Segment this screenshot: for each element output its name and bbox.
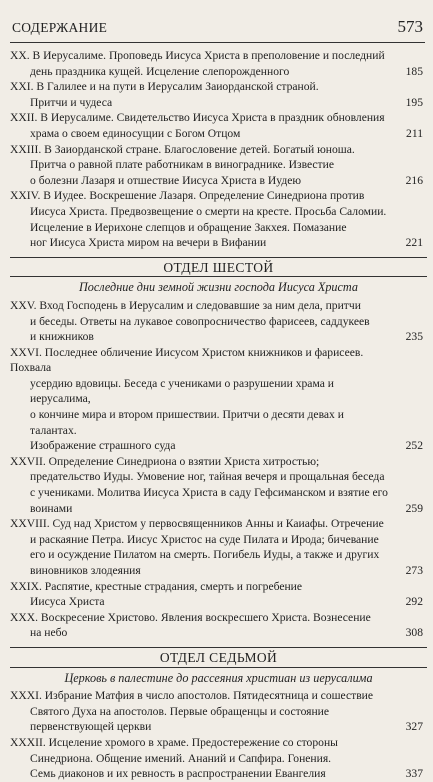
toc-entry-line: Исцеление в Иерихоне слепцов и обращение Закхея. Помазание — [30, 220, 347, 234]
toc-entry-line: и беседы. Ответы на лукавое совопросничество фарисеев, саддукеев — [30, 314, 370, 328]
toc-section-sixth — [10, 257, 427, 641]
toc-entry-page-number: 337 — [405, 767, 423, 781]
toc-entry-line: XXII. В Иерусалиме. Свидетельство Иисуса Христа в праздник обновления — [10, 111, 385, 125]
toc-entry-line: Иисуса Христа — [30, 595, 105, 609]
toc-entry-page-number: 252 — [405, 439, 423, 453]
toc-entry-page-number: 216 — [405, 173, 423, 187]
toc-entry-text — [10, 188, 427, 250]
toc-entry-line: XXX. Воскресение Христово. Явления воскресшего Христа. Вознесение — [10, 610, 371, 624]
section-subtitle: Последние дни земной жизни господа Иисуса Христа — [79, 280, 358, 295]
toc-entry-line: виновников злодеяния — [30, 564, 141, 577]
toc-entry-line: Синедриона. Общение имений. Ананий и Сапфира. Гонения. — [30, 751, 332, 765]
toc-entry-page-number: 195 — [405, 95, 423, 109]
toc-entry-line: Притча о равной плате работникам в винограднике. Известие — [30, 158, 334, 172]
toc-entry-line: о болезни Лазаря и отшествие Иисуса Христа в Иудею — [30, 173, 302, 187]
toc-entry-line: ног Иисуса Христа миром на вечери в Вифании — [30, 236, 267, 250]
toc-entry[interactable] — [10, 142, 427, 189]
toc-entry-text — [10, 142, 427, 189]
section-subtitle: Церковь в палестине до рассеяния христиан из иерусалима — [64, 670, 373, 685]
toc-entry-line: XXXI. Избрание Матфия в число апостолов. Пятидесятница и сошествие — [10, 689, 374, 703]
toc-entry[interactable] — [10, 48, 427, 79]
toc-entry-text — [10, 298, 427, 345]
toc-entry-line: Святого Духа на апостолов. Первые обращенцы и состояние — [30, 704, 330, 718]
toc-entry-page-number: 327 — [405, 720, 423, 734]
toc-entry-line: Изображение страшного суда — [30, 439, 176, 453]
toc-entry-line: день праздника кущей. Исцеление слепорожденного — [30, 64, 290, 78]
toc-entry-line: предательство Иуды. Умовение ног, тайная вечеря и прощальная беседа — [30, 470, 385, 484]
toc-entry-line: и раскаяние Петра. Иисус Христос на суде Пилата и Ирода; бичевание — [30, 532, 379, 546]
toc-entry-line: о кончине мира и втором пришествии. Притчи о десяти девах и талантах. — [30, 408, 344, 437]
toc-entry-page-number: 211 — [406, 126, 423, 140]
toc-entry-page-number: 185 — [405, 64, 423, 78]
toc-entry[interactable] — [10, 110, 427, 141]
toc-entry-line: его и осуждение Пилатом на смерть. Погибель Иуды, а также и других — [30, 548, 380, 562]
toc-entry[interactable] — [10, 345, 427, 454]
toc-entry[interactable] — [10, 188, 427, 250]
toc-entry[interactable] — [10, 688, 427, 735]
toc-entry-text — [10, 610, 427, 641]
toc-entry[interactable] — [10, 79, 427, 110]
table-of-contents — [10, 48, 427, 782]
toc-entry-page-number: 235 — [405, 330, 423, 344]
toc-entry-text — [10, 345, 427, 454]
toc-entry-line: XXVIII. Суд над Христом у первосвященников Анны и Каиафы. Отречение — [10, 517, 384, 531]
toc-entry-text — [10, 516, 427, 578]
toc-entry-line: с учениками. Молитва Иисуса Христа в саду Гефсиманском и взятие его — [30, 486, 388, 500]
toc-entry-text — [10, 79, 427, 110]
toc-entry-text — [10, 454, 427, 516]
toc-entry-page-number: 308 — [405, 626, 423, 640]
running-head-title: СОДЕРЖАНИЕ — [12, 20, 108, 35]
toc-entry-line: XX. В Иерусалиме. Проповедь Иисуса Христа в преполовение и последний — [10, 49, 385, 62]
toc-entry[interactable] — [10, 610, 427, 641]
toc-entry-page-number: 273 — [405, 564, 423, 577]
toc-entry-text — [10, 110, 427, 141]
toc-entry-line: первенствующей церкви — [30, 720, 152, 734]
toc-entry-text — [10, 579, 427, 610]
toc-entry-line: на небо — [30, 626, 68, 640]
toc-entry-page-number: 221 — [405, 236, 423, 250]
toc-entry-page-number: 292 — [405, 595, 423, 609]
toc-entry-line: XXIV. В Иудее. Воскрешение Лазаря. Определение Синедриона против — [10, 189, 365, 203]
toc-entry-line: XXIX. Распятие, крестные страдания, смерть и погребение — [10, 579, 303, 593]
toc-entry[interactable] — [10, 298, 427, 345]
toc-entry-line: Притчи и чудеса — [30, 95, 113, 109]
toc-section-seventh — [10, 647, 427, 782]
section-heading: ОТДЕЛ ШЕСТОЙ — [10, 257, 427, 278]
toc-entry-line: XXV. Вход Господень в Иерусалим и следовавшие за ним дела, притчи — [10, 298, 361, 312]
toc-entry-line: XXXII. Исцеление хромого в храме. Предостережение со стороны — [10, 735, 338, 749]
toc-entry[interactable] — [10, 516, 427, 578]
toc-entry-text — [10, 48, 427, 79]
header-rule — [10, 42, 425, 43]
section-heading: ОТДЕЛ СЕДЬМОЙ — [10, 647, 427, 668]
toc-entry-line: Семь диаконов и их ревность в распространении Евангелия — [30, 767, 326, 781]
toc-entry-line: усердию вдовицы. Беседа с учениками о разрушении храма и иерусалима, — [30, 376, 334, 406]
toc-entry-line: XXVII. Определение Синедриона о взятии Христа хитростью; — [10, 454, 320, 468]
toc-entry-line: воинами — [30, 501, 73, 515]
toc-entry[interactable] — [10, 735, 427, 782]
toc-entry-line: XXI. В Галилее и на пути в Иерусалим Заиорданской страной. — [10, 80, 319, 94]
toc-entry[interactable] — [10, 454, 427, 516]
toc-entries-top — [10, 48, 427, 251]
toc-entry[interactable] — [10, 579, 427, 610]
toc-entry-line: Иисуса Христа. Предвозвещение о смерти на кресте. Просьба Саломии. — [30, 204, 387, 218]
toc-entry-text — [10, 688, 427, 735]
page-number: 573 — [397, 17, 423, 36]
toc-entry-line: и книжников — [30, 330, 94, 344]
toc-entry-line: XXIII. В Заиорданской стране. Благословение детей. Богатый юноша. — [10, 142, 355, 156]
toc-entry-page-number: 259 — [405, 501, 423, 515]
toc-entry-line: XXVI. Последнее обличение Иисусом Христом книжников и фарисеев. Похвала — [10, 345, 364, 375]
toc-entry-text — [10, 735, 427, 782]
toc-entry-line: храма о своем единосущии с Богом Отцом — [30, 126, 241, 140]
